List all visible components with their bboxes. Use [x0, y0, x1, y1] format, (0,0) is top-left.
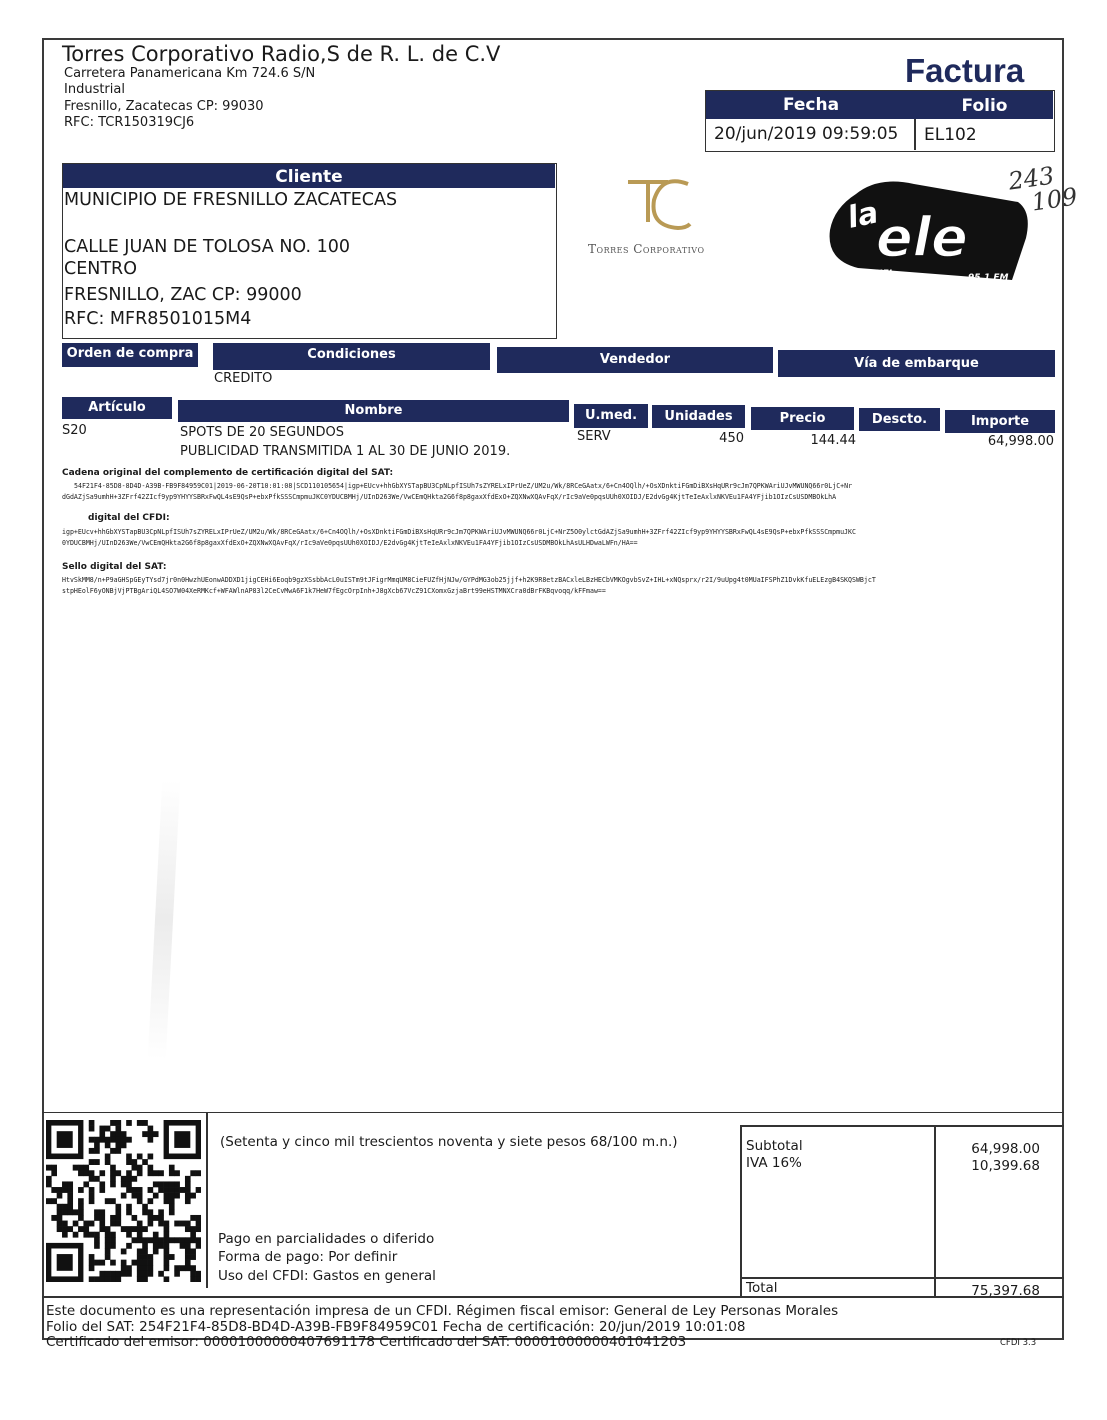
folio-value: EL102: [924, 125, 977, 145]
sello-cfdi-line2: 0YDUCBMHj/UInD263We/VwCEmQHkta2G6f8p8gaxXfdExO+ZQXNwXQAvFqX/rIc9aVe0pqsUUh0XOIDJ/E2dvGg4KjtTeIeAxlxNKVEu1FA4YFjib1OIzCsUSDMBOkLhAsULHDwaLWFn/HA==: [62, 539, 638, 547]
orden-compra-header: Orden de compra: [62, 343, 198, 367]
descto-header: Descto.: [859, 408, 940, 431]
sello-sat-line1: HtvSkMM8/n+P9aGHSpGEyTYsd7jr0n0HwzhUEonwADDXD1jigCEHi6Eoqb9gzXSsbbAcL0uISTm9tJFigrMmqUM8CieFUZfHjNJw/GYPdMG3ob25jjf+h2K9R8etzBACxleLBzHECbVMKOgvbSvZ+IHL+xNQsprx/r2I/9uUpg4t0MUaIFSPhZ1DvkKfuELEzgB4SKQSWBjcT: [62, 576, 876, 584]
torres-corporativo-logo: [580, 170, 755, 260]
condiciones-header: Condiciones: [213, 343, 490, 370]
ele-callsign: XHEL: [868, 269, 895, 279]
vendedor-header: Vendedor: [497, 347, 773, 373]
importe-header: Importe: [945, 410, 1055, 433]
ele-frequency: 95.1 FM: [968, 273, 1009, 283]
cfdi-version: CFDI 3.3: [1000, 1338, 1037, 1348]
cadena-original-label: Cadena original del complemento de certificación digital del SAT:: [62, 468, 394, 478]
date-folio-box: [705, 90, 1055, 152]
handwritten-note-line1: 243: [1006, 161, 1056, 196]
subtotal-label: Subtotal: [746, 1138, 803, 1154]
client-name: MUNICIPIO DE FRESNILLO ZACATECAS: [64, 190, 398, 210]
item-precio: 144.44: [810, 433, 856, 448]
item-importe: 64,998.00: [987, 434, 1054, 449]
folio-header: Folio: [916, 91, 1053, 119]
total-label: Total: [746, 1280, 778, 1296]
precio-header: Precio: [751, 407, 854, 430]
document-title: Factura: [905, 52, 1025, 89]
via-embarque-header: Vía de embarque: [778, 350, 1055, 377]
payment-form: Forma de pago: Por definir: [218, 1249, 398, 1265]
totals-total-line: [740, 1277, 1064, 1279]
client-rfc: RFC: MFR8501015M4: [64, 309, 252, 329]
item-unidades: 450: [719, 431, 744, 446]
qr-divider: [206, 1112, 208, 1288]
totals-top-line: [740, 1125, 1064, 1127]
iva-label: IVA 16%: [746, 1155, 802, 1171]
client-street: CALLE JUAN DE TOLOSA NO. 100: [64, 237, 351, 257]
issuer-address-line1: Carretera Panamericana Km 724.6 S/N: [64, 66, 316, 81]
fecha-value: 20/jun/2019 09:59:05: [714, 124, 899, 144]
cfdi-use: Uso del CFDI: Gastos en general: [218, 1268, 436, 1284]
footer-top-line: [42, 1296, 1064, 1298]
client-header: Cliente: [63, 164, 555, 188]
cadena-original-line1: 54F21F4-85D8-8D4D-A39B-FB9F84959C01|2019-06-20T10:01:08|SCD110105654|igp+EUcv+hhGbXYSTapBU3CpNLpfISUh7sZYRELxIPrUeZ/UM2u/Wk/8RCeGAatx/6+Cn4OQlh/+OsXDnktiFGmDiBXsHqURr9cJm7QPKWAriUJvMWUNQ66r0LjC+Nr: [74, 482, 853, 490]
item-articulo: S20: [62, 423, 87, 438]
umed-header: U.med.: [574, 404, 648, 428]
qr-code: [46, 1120, 201, 1282]
totals-right-divider: [934, 1125, 936, 1297]
handwritten-note-line2: 109: [1029, 182, 1080, 217]
fecha-folio-divider: [914, 119, 916, 150]
sello-sat-label: Sello digital del SAT:: [62, 562, 167, 572]
amount-in-words: (Setenta y cinco mil trescientos noventa y siete pesos 68/100 m.n.): [220, 1134, 678, 1150]
totals-left-divider: [740, 1125, 742, 1297]
nombre-header: Nombre: [178, 400, 569, 422]
condiciones-value: CREDITO: [214, 371, 273, 386]
svg-text:ele: ele: [876, 206, 968, 269]
sello-cfdi-label: digital del CFDI:: [88, 513, 170, 523]
sello-sat-line2: stpHEolF6yONBjVjPTBgAriQL4SO7W04XeRMKcf+WFAWlnAP83l2CeCvMwA6F1k7HeW7fEgcOrpInh+J8gXcb67VcZ91CXomxGzjaBrt99eHSTMNXCra0dBrFKBqvoqq/kFFmaw==: [62, 587, 606, 595]
articulo-header: Artículo: [62, 397, 172, 419]
issuer-address-line3: Fresnillo, Zacatecas CP: 99030: [64, 99, 264, 114]
total-value: 75,397.68: [971, 1283, 1040, 1299]
item-umed: SERV: [577, 429, 611, 444]
item-descripcion: PUBLICIDAD TRANSMITIDA 1 AL 30 DE JUNIO 2019.: [180, 444, 511, 459]
client-colonia: CENTRO: [64, 259, 137, 279]
fecha-header: Fecha: [706, 91, 916, 119]
footer-line1: Este documento es una representación impresa de un CFDI. Régimen fiscal emisor: General de Ley Personas Morales: [46, 1303, 839, 1319]
footer-line3: Certificado del emisor: 00001000000407691178 Certificado del SAT: 00001000000401041203: [46, 1334, 687, 1350]
torres-logo-text: Torres Corporativo: [588, 242, 705, 256]
handwritten-note: [1007, 161, 1079, 218]
issuer-address-line2: Industrial: [64, 82, 125, 97]
payment-method: Pago en parcialidades o diferido: [218, 1231, 435, 1247]
iva-value: 10,399.68: [971, 1158, 1040, 1174]
issuer-name: Torres Corporativo Radio,S de R. L. de C.V: [62, 42, 501, 66]
la-ele-logo: [818, 168, 1033, 290]
issuer-rfc: RFC: TCR150319CJ6: [64, 115, 195, 130]
cadena-original-line2: dGdAZjSa9umhH+3ZFrf42ZIcf9yp9YHYYSBRxFwQL4sE9QsP+ebxPfkSSSCmpmuJKC0YDUCBMHj/UInD263We/VwCEmQHkta2G6f8p8gaxXfdExO+ZQXNwXQAvFqX/rIc9aVe0pqsUUh0XOIDJ/E2dvGg4KjtTeIeAxlxNKVEu1FA4YFjib1OIzCsUSDMBOkLhA: [62, 493, 837, 501]
footer-line2: Folio del SAT: 254F21F4-85D8-BD4D-A39B-FB9F84959C01 Fecha de certificación: 20/jun/2019 10:01:08: [46, 1319, 746, 1335]
client-city: FRESNILLO, ZAC CP: 99000: [64, 285, 302, 305]
subtotal-value: 64,998.00: [971, 1141, 1040, 1157]
unidades-header: Unidades: [652, 405, 745, 428]
sello-cfdi-line1: igp+EUcv+hhGbXYSTapBU3CpNLpfISUh7sZYRELxIPrUeZ/UM2u/Wk/8RCeGAatx/6+Cn4OQlh/+OsXDnktiFGmDiBXsHqURr9cJm7QPKWAriUJvMWUNQ66r0LjC+NrZ5O0ylctGdAZjSa9umhH+3ZFrf42ZIcf9yp9YHYYSBRxFwQL4sE9QsP+ebxPfkSSSCmpmuJKC: [62, 528, 856, 536]
qr-code-graphic: [46, 1120, 201, 1282]
item-nombre: SPOTS DE 20 SEGUNDOS: [180, 425, 344, 440]
svg-text:la: la: [844, 195, 882, 236]
